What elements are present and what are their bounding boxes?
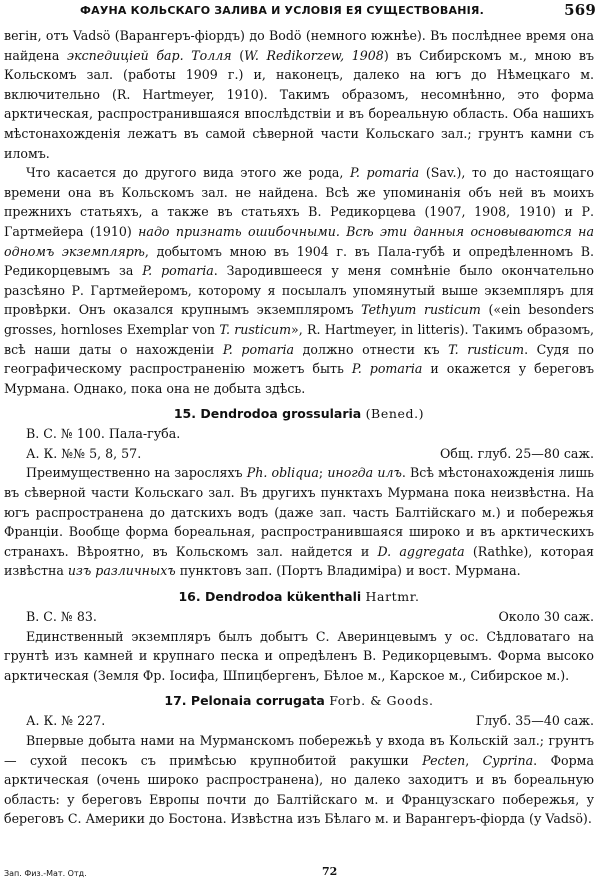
heading-author: Hartmr. [365,589,420,605]
text-run: (Sav.), то до настоящаго времени она въ Кольскомъ зал. не найдена. Всѣ же упоминанія объ ней въ моихъ прежнихъ статьяхъ, а также въ статьяхъ В. Редикорцева (1907, 1908, 1910) и Р. Гартмейера (1910) [4,165,594,239]
record-station: В. С. № 100. Пала-губа. [26,426,181,442]
heading-title: 17. Pelonaia corrugata [164,693,325,709]
paragraph-2 [4,163,594,398]
section-heading-15 [4,404,594,424]
species-name: P. pomaria [222,341,295,357]
text-run: (Rathke), которая извѣстна [4,543,594,579]
species-name: T. rusticum [219,321,292,337]
record-line [4,607,594,627]
section-heading-17 [4,691,594,711]
record-depth: Глуб. 35—40 саж. [475,713,594,729]
text-run: Что касается до другого вида этого же рода, [26,165,350,181]
footer-journal: Зап. Физ.-Мат. Отд. [4,869,87,878]
heading-author: Forb. & Goods. [329,693,434,709]
text-run: изъ различныхъ [67,563,176,579]
species-name: P. pomaria [350,165,420,181]
text-run: надо признать ошибочными. Всѣ эти данныя основываются на одномъ экземплярѣ [4,223,594,259]
species-name: T. rusticum [448,341,525,357]
text-run: пунктовъ зап. (Портъ Владиміра) и вост. Мурмана. [175,563,521,579]
heading-author: (Bened.) [365,406,425,422]
text-run: W. Redikorzew, 1908 [244,47,384,63]
page-body [4,26,594,829]
text-run: Впервые добыта нами на Мурманскомъ побережьѣ у входа въ Кольскій зал.; грунтъ — сухой песокъ съ примѣсью крупнобитой ракушки [4,733,594,768]
record-station: А. К. № 227. [26,713,106,729]
paragraph-16 [4,627,594,686]
heading-title: 15. Dendrodoa grossularia [173,406,362,422]
paragraph-17 [4,731,594,829]
text-run: . Зародившееся у меня сомнѣніе было окончательно разсѣяно Р. Гартмейеромъ, которому я посылалъ упомянутый выше экземпляръ для провѣрки. Онъ оказался крупнымъ экземпляромъ [4,263,594,318]
species-name: P. pomaria [142,263,214,279]
species-name: Tethyum rusticum [361,302,481,318]
text-run: . Всѣ мѣстонахожденія лишь въ сѣверной части Кольскаго зал. Въ другихъ пунктахъ Мурмана пока неизвѣстна. На югъ распространена до датскихъ водъ (даже зап. часть Балтійскаго м.) и побережья Франціи. Вообще форма бореальная, распространившаяся широко и въ арктическихъ странахъ. Вѣроятно, въ Кольскомъ зал. найдется и [4,465,594,559]
signature-mark: 72 [322,865,338,878]
text-run: и окажется у береговъ Мурмана. Однако, пока она не добыта здѣсь. [4,361,595,396]
text-run: , [465,752,483,768]
text-run: . Форма арктическая (очень широко распространена), но далеко заходитъ и въ бореальную область: у береговъ Европы почти до Балтійскаго м. и Французскаго побережья, у береговъ С. Америки до Бостона. Извѣстна изъ Бѣлаго м. и Варангеръ-фіорда (у Vadsö). [4,752,594,827]
text-run: , добытомъ мною въ 1904 г. въ Пала-губѣ и опредѣленномъ В. Редикорцевымъ за [4,243,594,279]
page-footer [4,867,594,881]
species-name: P. pomaria [351,361,423,377]
text-run: Преимущественно на заросляхъ [26,465,247,481]
species-name: Cyprina [482,752,534,768]
record-line [4,444,594,464]
text-run: экспедиціей бар. Толля [67,47,232,63]
running-title: ФАУНА КОЛЬСКАГО ЗАЛИВА И УСЛОВІЯ ЕЯ СУЩЕСТВОВАНІЯ. [80,4,484,17]
heading-title: 16. Dendrodoa kükenthali [178,589,362,605]
record-depth: Около 30 саж. [498,609,594,625]
record-station: В. С. № 83. [26,609,97,625]
text-run: », R. Hartmeyer, in litteris). Такимъ образомъ, всѣ наши даты о нахожденіи [4,321,595,357]
species-name: D. aggregata [377,543,465,559]
text-run: вегін, отъ Vadsö (Варангеръ-фіордъ) до Bodö (немного южнѣе). Въ послѣднее время она найдена [4,28,594,63]
text-run: . Судя по географическому распространенію можетъ быть [4,341,595,377]
record-station: А. К. №№ 5, 8, 57. [26,445,142,461]
record-line [4,424,594,444]
text-run: должно отнести къ [294,341,449,357]
running-head [60,2,596,20]
page-number: 569 [564,1,596,19]
paragraph-1 [4,26,594,163]
paragraph-15 [4,463,594,581]
species-name: Ph. obliqua [246,465,319,481]
species-name: Pecten [422,752,466,768]
record-line [4,711,594,731]
section-heading-16 [4,587,594,607]
text-run: («ein besonders grosses, hornloses Exemplar von [4,302,594,337]
text-run: ( [231,47,245,63]
text-run: Единственный экземпляръ былъ добытъ С. Аверинцевымъ у ос. Сѣдловатаго на грунтѣ изъ камней и крупнаго песка и опредѣленъ В. Редикорцевымъ. Форма высоко арктическая (Земля Фр. Іосифа, Шпицбергенъ, Бѣлое м., Карское м., Сибирское м.). [4,628,594,683]
text-run: ; [318,465,328,481]
text-run: иногда илъ [327,465,402,481]
record-depth: Общ. глуб. 25—80 саж. [439,445,594,461]
text-run: ) въ Сибирскомъ м., мною въ Кольскомъ зал. (работы 1909 г.) и, наконецъ, далеко на югъ до Нѣмецкаго м. включительно (R. Hartmeyer, 1910). Такимъ образомъ, несомнѣнно, это форма арктическая, распространившаяся впослѣдствіи и въ бореальную область. Оба нашихъ мѣстонахожденія лежатъ въ самой сѣверной части Кольскаго зал.; грунтъ камни съ иломъ. [4,47,595,161]
